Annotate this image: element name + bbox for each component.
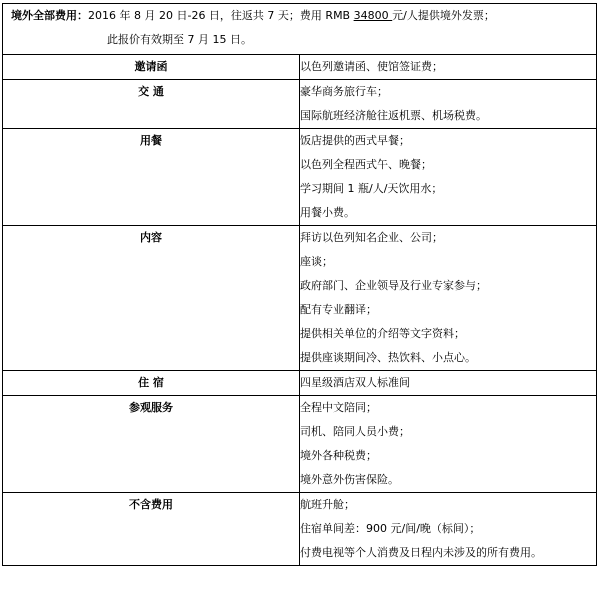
row-label-text: 住 宿 — [138, 376, 164, 389]
content-line: 全程中文陪同； — [300, 401, 377, 414]
row-label — [3, 55, 300, 80]
content-line: 用餐小费。 — [300, 206, 355, 219]
content-line: 以色列全程西式午、晚餐； — [300, 158, 432, 171]
header-key: 境外全部费用： — [11, 9, 88, 22]
header-row — [3, 4, 597, 55]
row-content — [300, 226, 597, 371]
row-label — [3, 129, 300, 226]
row-label-text: 内容 — [140, 231, 162, 244]
header-price-unit: 元/人提供境外发票； — [392, 9, 495, 22]
row-label-text: 用餐 — [140, 134, 162, 147]
row-content — [300, 129, 597, 226]
row-label — [3, 371, 300, 396]
table-row-excluded — [3, 493, 597, 566]
table-row-content — [3, 226, 597, 371]
row-content — [300, 371, 597, 396]
content-line: 豪华商务旅行车； — [300, 85, 388, 98]
content-line: 四星级酒店双人标准间 — [300, 376, 410, 389]
header-cell — [3, 4, 597, 55]
row-content — [300, 55, 597, 80]
row-label-text: 不含费用 — [129, 498, 173, 511]
content-line: 提供相关单位的介绍等文字资料； — [300, 327, 465, 340]
row-content — [300, 493, 597, 566]
header-dates: 2016 年 8 月 20 日-26 日，往返共 7 天；费用 RMB — [88, 9, 354, 22]
header-line-2: 此报价有效期至 7 月 15 日。 — [107, 33, 252, 46]
row-content — [300, 396, 597, 493]
content-line: 境外意外伤害保险。 — [300, 473, 399, 486]
content-line: 以色列邀请函、使馆签证费； — [300, 60, 443, 73]
content-line: 住宿单间差：900 元/间/晚（标间）； — [300, 522, 481, 535]
header-price: 34800 — [353, 9, 393, 22]
itinerary-table — [2, 3, 597, 566]
content-line: 政府部门、企业领导及行业专家参与； — [300, 279, 487, 292]
content-line: 学习期间 1 瓶/人/天饮用水； — [300, 182, 443, 195]
content-line: 拜访以色列知名企业、公司； — [300, 231, 443, 244]
table-row-meals — [3, 129, 597, 226]
row-label — [3, 493, 300, 566]
content-line: 座谈； — [300, 255, 333, 268]
content-line: 提供座谈期间冷、热饮料、小点心。 — [300, 351, 476, 364]
content-line: 司机、陪同人员小费； — [300, 425, 410, 438]
content-line: 境外各种税费； — [300, 449, 377, 462]
table-row-transport — [3, 80, 597, 129]
header-line-1 — [3, 4, 596, 28]
content-line: 付费电视等个人消费及日程内未涉及的所有费用。 — [300, 546, 542, 559]
table-row-accommodation — [3, 371, 597, 396]
row-label-text: 参观服务 — [129, 401, 173, 414]
content-line: 配有专业翻译； — [300, 303, 377, 316]
content-line: 饭店提供的西式早餐； — [300, 134, 410, 147]
row-label-text: 交 通 — [138, 85, 164, 98]
row-label — [3, 396, 300, 493]
content-line: 航班升舱； — [300, 498, 355, 511]
row-content — [300, 80, 597, 129]
table-row-services — [3, 396, 597, 493]
row-label — [3, 80, 300, 129]
row-label — [3, 226, 300, 371]
table-row-invitation — [3, 55, 597, 80]
content-line: 国际航班经济舱往返机票、机场税费。 — [300, 109, 487, 122]
row-label-text: 邀请函 — [134, 60, 168, 73]
